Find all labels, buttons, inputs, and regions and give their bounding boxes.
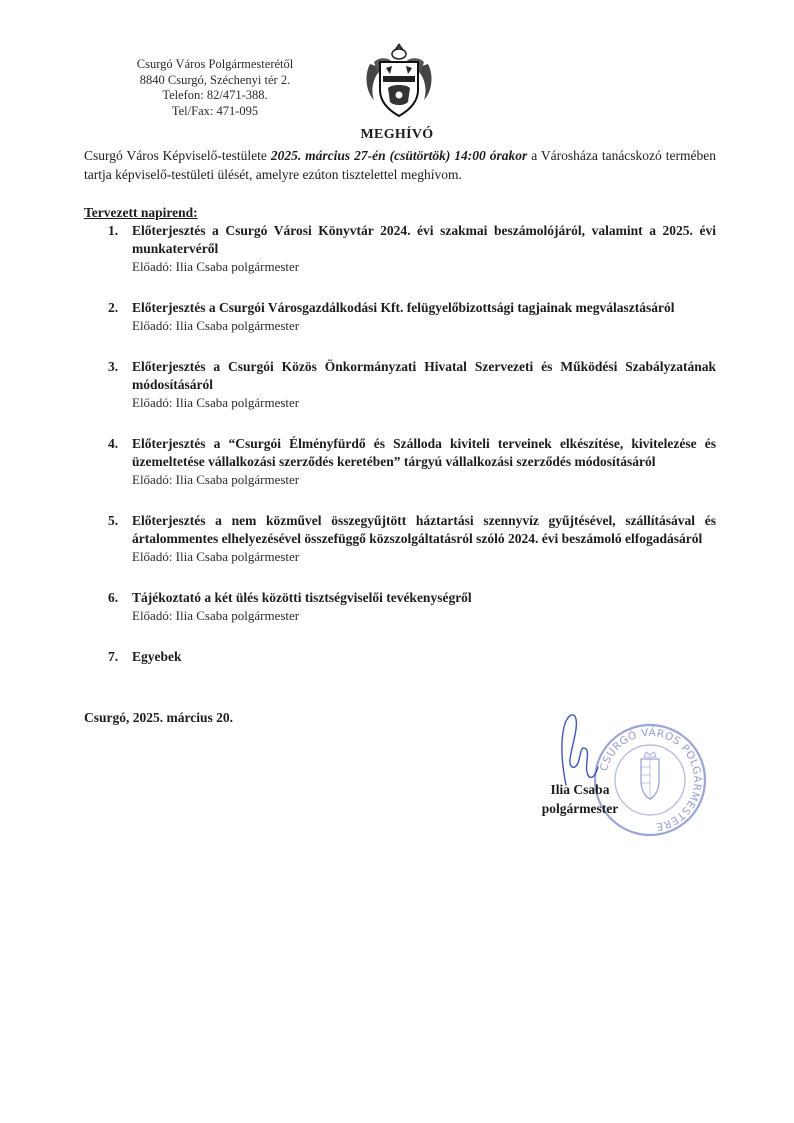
invitation-paragraph xyxy=(84,146,716,184)
signature-block xyxy=(525,780,635,818)
agenda-item-presenter: Előadó: Ilia Csaba polgármester xyxy=(132,472,300,487)
stamp-text: CSURGÓ VÁROS POLGÁRMESTERE xyxy=(597,726,704,833)
agenda-item-number: 5. xyxy=(108,513,119,528)
agenda-item-presenter: Előadó: Ilia Csaba polgármester xyxy=(132,395,300,410)
agenda-item-title: Előterjesztés a Csurgó Városi Könyvtár 2024. évi szakmai beszámolójáról, valamint a 2025. évi munkatervéről xyxy=(132,223,716,256)
document-title: MEGHÍVÓ xyxy=(360,127,434,142)
intro-text-end: a Városháza tanácskozó termében tartja képviselő-testületi ülését, amelyre ezúton tisztelettel meghívom. xyxy=(84,148,716,182)
agenda-item-title: Előterjesztés a Csurgói Közös Önkormányzati Hivatal Szervezeti és Működési Szabályzatának módosításáról xyxy=(132,359,716,392)
agenda-item-presenter: Előadó: Ilia Csaba polgármester xyxy=(132,549,300,564)
letterhead-line-1: Csurgó Város Polgármesterétől xyxy=(136,57,294,71)
agenda-item-number: 2. xyxy=(108,300,119,315)
agenda-list xyxy=(84,222,716,666)
agenda-item xyxy=(84,589,716,625)
intro-text-start: Csurgó Város Képviselő-testülete xyxy=(84,148,271,163)
letterhead-line-3: Telefon: 82/471-388. xyxy=(162,88,268,102)
signer-name: Ilia Csaba xyxy=(550,782,610,797)
agenda-item-title: Tájékoztató a két ülés közötti tisztségviselői tevékenységről xyxy=(132,590,472,605)
agenda-item-number: 1. xyxy=(108,223,119,238)
agenda-item-presenter: Előadó: Ilia Csaba polgármester xyxy=(132,259,300,274)
agenda-item-title: Előterjesztés a nem közművel összegyűjtött háztartási szennyvíz gyűjtésével, szállításával és ártalommentes elhelyezésével összefüggő közszolgáltatásról szóló 2024. évi beszámoló elfogadásáról xyxy=(132,513,716,546)
letterhead-line-4: Tel/Fax: 471-095 xyxy=(171,103,259,118)
agenda-item xyxy=(84,358,716,412)
agenda-item-title: Előterjesztés a Csurgói Városgazdálkodási Kft. felügyelőbizottsági tagjainak megválasztásáról xyxy=(132,300,675,315)
agenda-item-number: 7. xyxy=(108,649,119,664)
agenda-item-number: 3. xyxy=(108,359,119,374)
agenda-item-number: 6. xyxy=(108,590,119,605)
place-and-date: Csurgó, 2025. március 20. xyxy=(84,710,234,725)
letterhead xyxy=(95,57,335,119)
coat-of-arms-icon xyxy=(360,40,438,120)
agenda-heading: Tervezett napirend: xyxy=(84,205,198,220)
agenda-item-presenter: Előadó: Ilia Csaba polgármester xyxy=(132,608,300,623)
agenda-item-presenter: Előadó: Ilia Csaba polgármester xyxy=(132,318,300,333)
meeting-date-time: 2025. március 27-én (csütörtök) 14:00 órakor xyxy=(270,148,528,163)
agenda-item-number: 4. xyxy=(108,436,119,451)
agenda-item xyxy=(84,512,716,566)
handwritten-signature-icon xyxy=(548,705,608,790)
agenda-item xyxy=(84,648,716,666)
agenda-item-title: Egyebek xyxy=(132,649,182,664)
agenda-item-title: Előterjesztés a “Csurgói Élményfürdő és Szálloda kiviteli terveinek elkészítése, kivitelezése és üzemeltetése vállalkozási szerződés keretében” tárgyú vállalkozási szerződés módosításáról xyxy=(132,436,716,469)
letterhead-line-2: 8840 Csurgó, Széchenyi tér 2. xyxy=(139,72,291,87)
agenda-item xyxy=(84,299,716,335)
agenda-item xyxy=(84,435,716,489)
signer-role: polgármester xyxy=(541,801,619,816)
agenda-item xyxy=(84,222,716,276)
